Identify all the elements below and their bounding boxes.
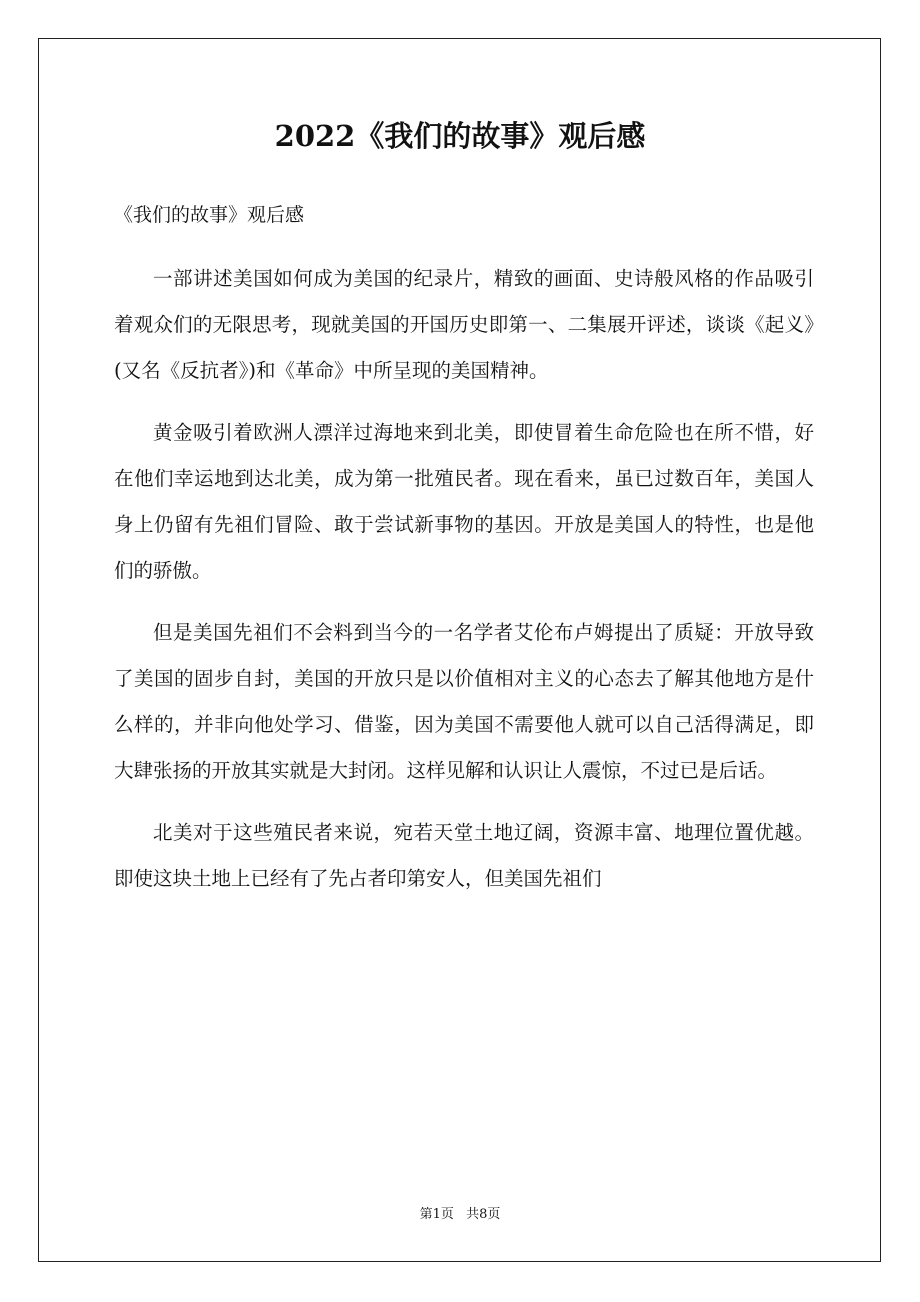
document-title: 2022《我们的故事》观后感 — [274, 119, 646, 153]
document-body — [114, 256, 814, 918]
page-footer — [0, 1206, 920, 1224]
page-total: 共8页 — [466, 1207, 501, 1222]
paragraph: 黄金吸引着欧洲人漂洋过海地来到北美，即使冒着生命危险也在所不惜，好在他们幸运地到达北美，成为第一批殖民者。现在看来，虽已过数百年，美国人身上仍留有先祖们冒险、敢于尝试新事物的基因。开放是美国人的特性，也是他们的骄傲。 — [114, 421, 814, 582]
document-subtitle: 《我们的故事》观后感 — [114, 204, 305, 226]
paragraph: 北美对于这些殖民者来说，宛若天堂土地辽阔，资源丰富、地理位置优越。即使这块土地上已经有了先占者印第安人，但美国先祖们 — [114, 821, 814, 890]
paragraph: 但是美国先祖们不会料到当今的一名学者艾伦布卢姆提出了质疑：开放导致了美国的固步自封，美国的开放只是以价值相对主义的心态去了解其他地方是什么样的，并非向他处学习、借鉴，因为美国不需要他人就可以自己活得满足，即大肆张扬的开放其实就是大封闭。这样见解和认识让人震惊，不过已是后话。 — [114, 621, 814, 782]
paragraph: 一部讲述美国如何成为美国的纪录片，精致的画面、史诗般风格的作品吸引着观众们的无限思考，现就美国的开国历史即第一、二集展开评述，谈谈《起义》(又名《反抗者》)和《革命》中所呈现的美国精神。 — [114, 267, 814, 382]
page-number: 第1页 — [419, 1207, 454, 1222]
